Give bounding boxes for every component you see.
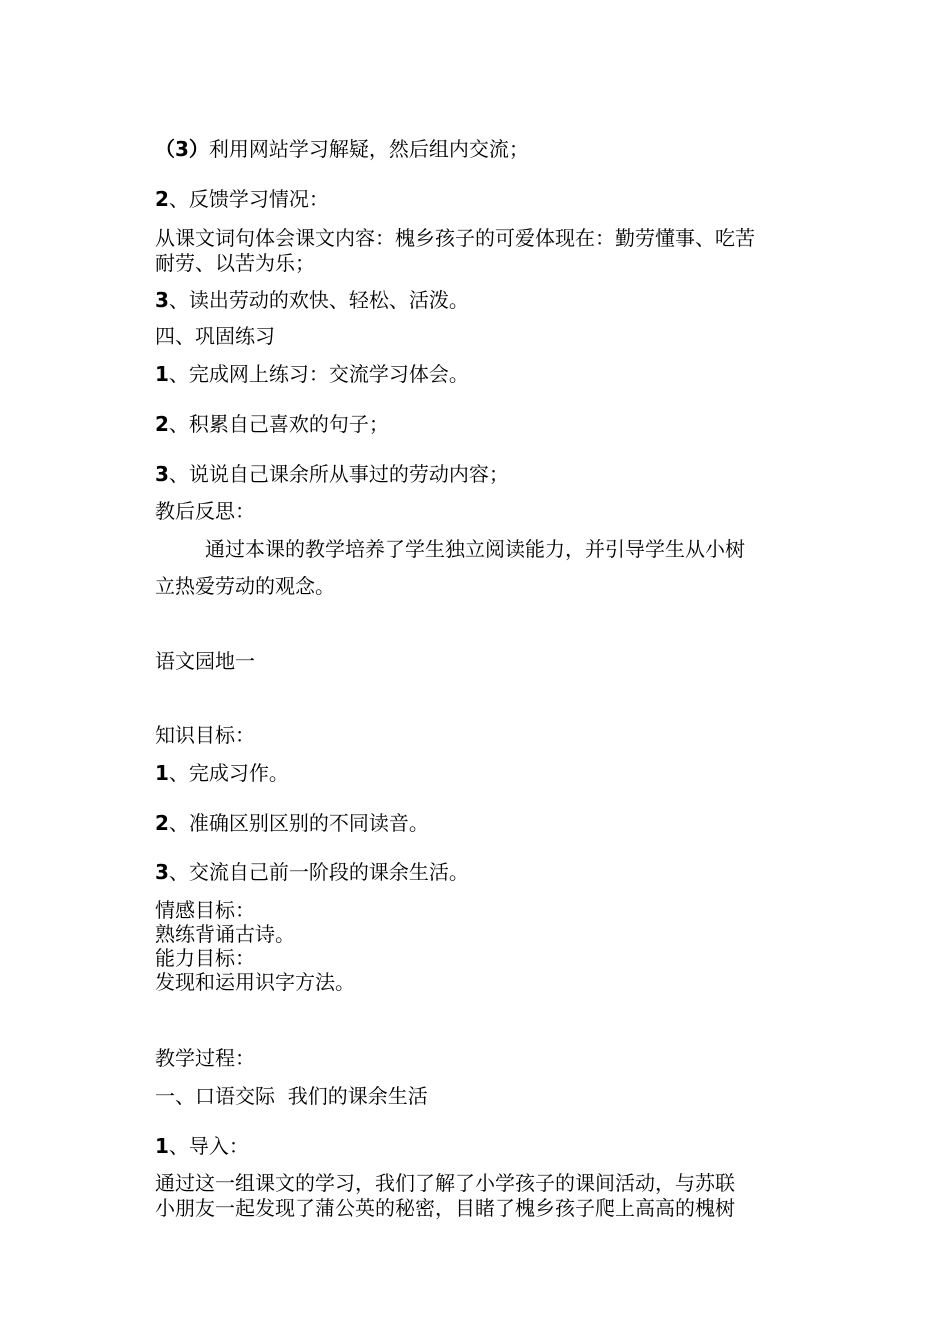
line-text: 、完成习作。 bbox=[168, 761, 289, 785]
line-goal-1 bbox=[155, 761, 289, 785]
line-read-aloud bbox=[155, 288, 469, 312]
line-practice-2 bbox=[155, 412, 389, 436]
heading-ability-goals bbox=[155, 946, 255, 970]
line-text: 、积累自己喜欢的句子； bbox=[168, 412, 389, 436]
line-text: 能力目标： bbox=[155, 946, 255, 970]
line-text: 利用网站学习解疑，然后组内交流； bbox=[208, 137, 529, 161]
line-text: 、读出劳动的欢快、轻松、活泼。 bbox=[168, 288, 469, 312]
paragraph-reflection-1 bbox=[205, 537, 745, 561]
line-number: 3 bbox=[155, 462, 169, 486]
section-title bbox=[155, 649, 255, 673]
line-content-2 bbox=[155, 251, 315, 275]
line-text: 从课文词句体会课文内容：槐乡孩子的可爱体现在：勤劳懂事、吃苦 bbox=[155, 226, 755, 250]
line-text: 、准确区别区别的不同读音。 bbox=[168, 811, 429, 835]
heading-teaching-process bbox=[155, 1046, 255, 1070]
line-text: 、完成网上练习：交流学习体会。 bbox=[168, 362, 469, 386]
line-text: 、交流自己前一阶段的课余生活。 bbox=[168, 860, 469, 884]
line-text: 教学过程： bbox=[155, 1046, 255, 1070]
line-practice-3 bbox=[155, 462, 509, 486]
line-text: 一、口语交际 我们的课余生活 bbox=[155, 1084, 428, 1108]
paragraph-reflection-2 bbox=[155, 574, 335, 598]
paragraph-intro-1 bbox=[155, 1171, 735, 1195]
line-text: 教后反思： bbox=[155, 499, 255, 523]
line-text: 小朋友一起发现了蒲公英的秘密，目睹了槐乡孩子爬上高高的槐树 bbox=[155, 1196, 735, 1220]
heading-reflection bbox=[155, 499, 255, 523]
line-feedback bbox=[155, 187, 329, 211]
line-text: 发现和运用识字方法。 bbox=[155, 970, 355, 994]
line-text: 知识目标： bbox=[155, 723, 255, 747]
line-number: 2 bbox=[155, 412, 169, 436]
line-number: 1 bbox=[155, 761, 169, 785]
heading-emotion-goals bbox=[155, 898, 255, 922]
line-goal-3 bbox=[155, 860, 469, 884]
line-number: 3 bbox=[155, 860, 169, 884]
line-number: 2 bbox=[155, 811, 169, 835]
line-text: 、导入： bbox=[168, 1134, 249, 1158]
line-content-1 bbox=[155, 226, 755, 250]
line-text: 熟练背诵古诗。 bbox=[155, 922, 295, 946]
line-practice-1 bbox=[155, 362, 469, 386]
line-step-3 bbox=[155, 137, 529, 161]
line-number: 1 bbox=[155, 1134, 169, 1158]
line-text: 、反馈学习情况： bbox=[168, 187, 329, 211]
line-text: 通过本课的教学培养了学生独立阅读能力，并引导学生从小树 bbox=[205, 537, 745, 561]
heading-knowledge-goals bbox=[155, 723, 255, 747]
section-heading-oral-communication bbox=[155, 1084, 428, 1108]
line-number: 2 bbox=[155, 187, 169, 211]
line-number: （3） bbox=[155, 137, 209, 161]
line-text: 耐劳、以苦为乐； bbox=[155, 251, 315, 275]
line-ability-goal bbox=[155, 970, 355, 994]
line-text: 通过这一组课文的学习，我们了解了小学孩子的课间活动，与苏联 bbox=[155, 1171, 735, 1195]
line-text: 语文园地一 bbox=[155, 649, 255, 673]
line-emotion-goal bbox=[155, 922, 295, 946]
line-text: 情感目标： bbox=[155, 898, 255, 922]
paragraph-intro-2 bbox=[155, 1196, 735, 1220]
line-text: 立热爱劳动的观念。 bbox=[155, 574, 335, 598]
line-number: 1 bbox=[155, 362, 169, 386]
line-goal-2 bbox=[155, 811, 429, 835]
line-number: 3 bbox=[155, 288, 169, 312]
section-heading-practice bbox=[155, 324, 275, 348]
line-introduction bbox=[155, 1134, 249, 1158]
line-text: 四、巩固练习 bbox=[155, 324, 275, 348]
line-text: 、说说自己课余所从事过的劳动内容； bbox=[168, 462, 509, 486]
